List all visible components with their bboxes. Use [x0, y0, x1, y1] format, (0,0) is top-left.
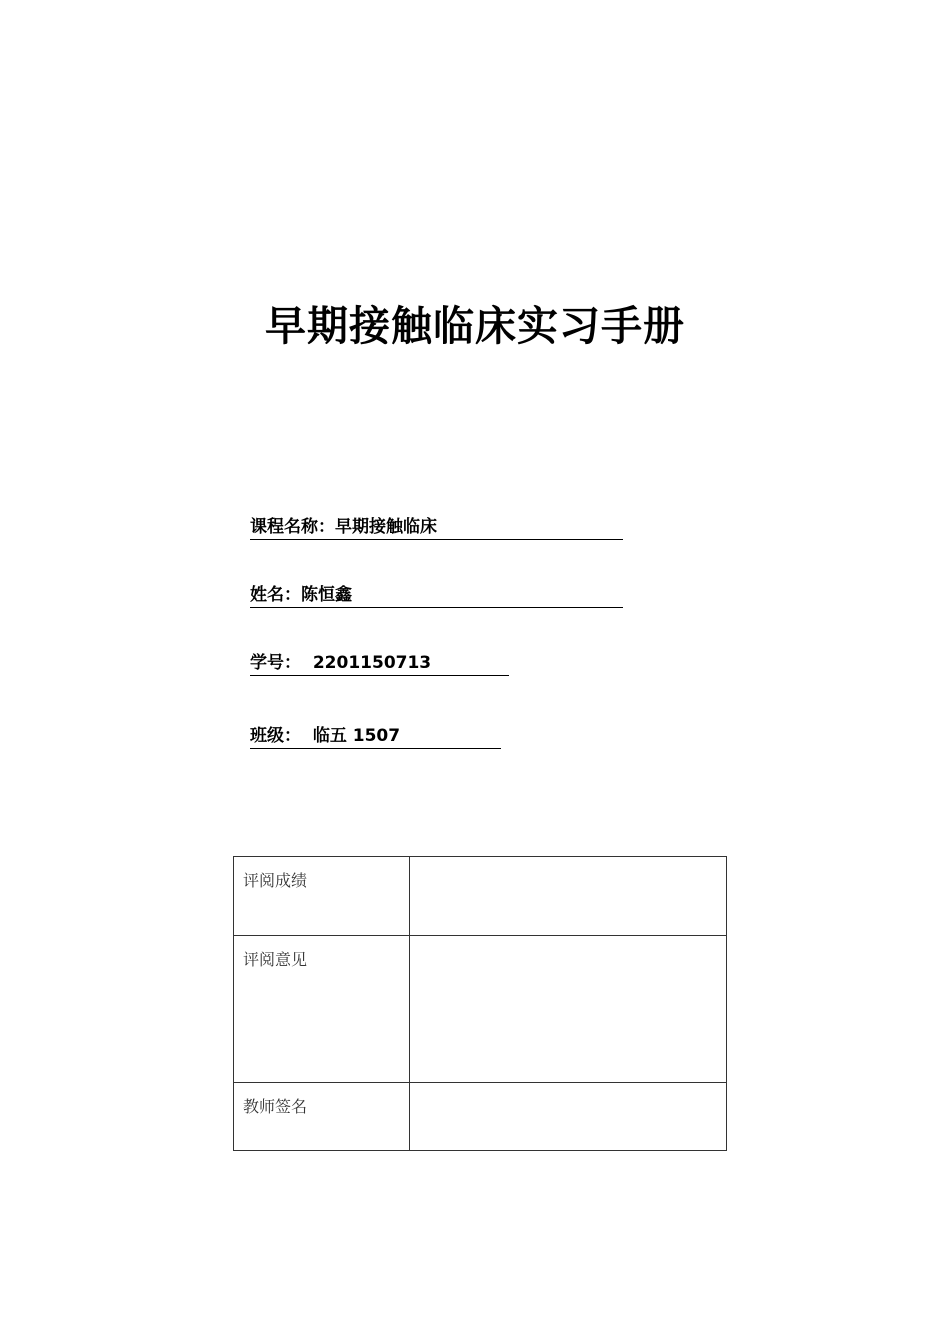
document-title: 早期接触临床实习手册 — [265, 302, 685, 350]
teacher-signature-label: 教师签名 — [234, 1083, 410, 1151]
review-score-label: 评阅成绩 — [234, 857, 410, 936]
teacher-signature-value[interactable] — [410, 1083, 727, 1151]
student-id-field — [250, 652, 509, 676]
student-name-value: 陈恒鑫 — [301, 585, 352, 605]
table-row — [234, 936, 727, 1083]
class-label: 班级： — [250, 726, 301, 746]
review-table — [233, 856, 727, 1151]
review-comment-value[interactable] — [410, 936, 727, 1083]
review-comment-label: 评阅意见 — [234, 936, 410, 1083]
table-row — [234, 857, 727, 936]
course-name-label: 课程名称： — [250, 517, 335, 537]
course-name-field — [250, 516, 623, 540]
student-name-label: 姓名： — [250, 585, 301, 605]
student-id-label: 学号： — [250, 653, 301, 673]
student-name-field — [250, 584, 623, 608]
student-id-value: 2201150713 — [312, 653, 432, 673]
course-name-value: 早期接触临床 — [335, 517, 437, 537]
review-score-value[interactable] — [410, 857, 727, 936]
class-field — [250, 725, 501, 749]
table-row — [234, 1083, 727, 1151]
class-value: 临五 1507 — [312, 726, 401, 746]
